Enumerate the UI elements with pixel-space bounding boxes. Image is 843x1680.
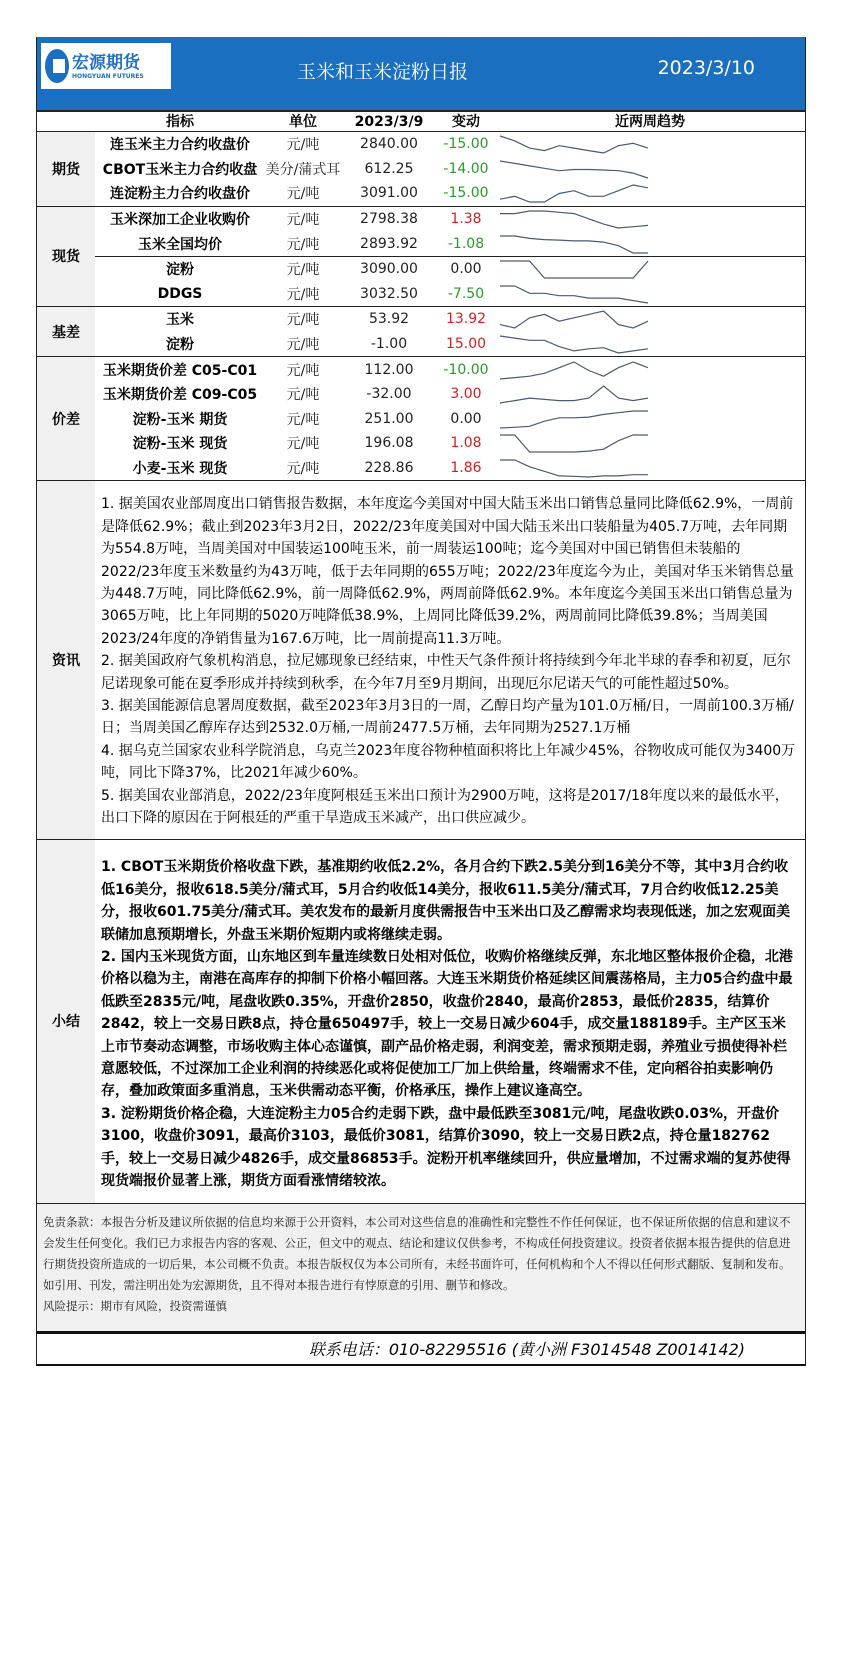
unit: 元/吨 — [286, 411, 320, 428]
trend-line — [500, 286, 648, 303]
change: 1.38 — [450, 211, 482, 228]
table-group — [37, 357, 805, 481]
change: 15.00 — [445, 336, 487, 353]
news-body — [95, 481, 805, 839]
trend-line — [500, 136, 648, 153]
value: 2893.92 — [360, 235, 418, 252]
news-paragraph: 4. 据乌克兰国家农业科学院消息，乌克兰2023年度谷物种植面积将比上年减少45%，谷物收成可能仅为3400万吨，同比下降37%，比2021年减少60%。 — [101, 742, 796, 782]
trend-line — [500, 211, 648, 228]
trend-sparkline — [495, 408, 805, 430]
table-row — [95, 282, 805, 307]
table-row — [95, 357, 805, 382]
trend-sparkline — [495, 258, 805, 280]
unit: 美分/蒲式耳 — [265, 161, 341, 178]
summary-section — [37, 840, 805, 1203]
table-group — [37, 132, 805, 207]
change: 0.00 — [450, 261, 482, 278]
indicator-name: 淀粉 — [166, 337, 194, 354]
trend-line — [500, 261, 648, 278]
unit: 元/吨 — [286, 212, 320, 229]
unit: 元/吨 — [286, 137, 320, 154]
trend-line — [500, 236, 648, 253]
trend-line — [500, 311, 648, 328]
change: 3.00 — [450, 386, 482, 403]
value: 112.00 — [364, 361, 414, 378]
value: 612.25 — [364, 160, 414, 177]
news-paragraph: 1. 据美国农业部周度出口销售报告数据，本年度迄今美国对中国大陆玉米出口销售总量同比降低62.9%，一周前是降低62.9%；截止到2023年3月2日，2022/23年度美国对中国大陆玉米出口装船量为405.7万吨，去年同期为554.8万吨，当周美国对中国装运100吨玉米，前一周装运100吨；迄今美国对中国已销售但未装船的2022/23年度玉米数量约为43万吨，低于去年同期的655万吨；2022/23年度迄今为止，美国对华玉米销售总量为448.7万吨，同比降低62.9%，前一周降低62.9%，两周前降低62.9%。本年度迄今美国玉米出口销售总量为3065万吨，比上年同期的5020万吨降低38.9%，上周同比降低39.2%，两周前同比降低39.8%；当周美国2023/24年度的净销售量为167.6万吨，比一周前提高11.3万吨。 — [101, 496, 794, 647]
value: 3090.00 — [360, 261, 418, 278]
unit: 元/吨 — [286, 186, 320, 203]
summary-body — [95, 840, 805, 1202]
trend-sparkline — [495, 233, 805, 255]
news-paragraph: 3. 据美国能源信息署周度数据，截至2023年3月3日的一周，乙醇日均产量为101.0万桶/日，一周前100.3万桶/日；当周美国乙醇库存达到2532.0万桶,一周前2477.5万桶，去年同期为2527.1万桶 — [101, 697, 794, 737]
trend-sparkline — [495, 182, 805, 204]
table-group — [37, 307, 805, 357]
value: 3091.00 — [360, 185, 418, 202]
trend-line — [500, 386, 648, 403]
value: 196.08 — [364, 435, 414, 452]
col-trend: 近两周趋势 — [615, 114, 685, 130]
news-section — [37, 481, 805, 840]
risk-notice: 风险提示：期市有风险，投资需谨慎 — [43, 1298, 227, 1313]
change: -15.00 — [443, 185, 489, 202]
unit: 元/吨 — [286, 262, 320, 279]
indicator-name: DDGS — [157, 285, 203, 302]
report-header — [37, 37, 805, 110]
unit: 元/吨 — [286, 387, 320, 404]
summary-paragraph: 3. 淀粉期货价格企稳，大连淀粉主力05合约走弱下跌，盘中最低跌至3081元/吨，尾盘收跌0.03%，开盘价3100，收盘价3091，最高价3103，最低价3081，结算价3090，较上一交易日跌2点，持仓量182762手，较上一交易日减少4826手，成交量86853手。淀粉开机率继续回升，供应量增加，不过需求端的复苏使得现货端报价显著上涨，期货方面看涨情绪较浓。 — [101, 1105, 791, 1190]
logo-name: 宏源期货 — [72, 52, 140, 73]
change: 1.86 — [450, 460, 482, 477]
change: 0.00 — [450, 410, 482, 427]
value: 2798.38 — [360, 211, 418, 228]
col-unit: 单位 — [289, 114, 317, 130]
indicator-name: 淀粉-玉米 现货 — [132, 436, 228, 453]
table-row — [95, 431, 805, 456]
report — [36, 37, 806, 1366]
trend-sparkline — [495, 158, 805, 180]
unit: 元/吨 — [286, 362, 320, 379]
data-table — [37, 132, 805, 481]
change: -10.00 — [443, 361, 489, 378]
indicator-name: 玉米期货价差 C05-C01 — [102, 362, 258, 379]
trend-line — [500, 435, 648, 452]
indicator-name: 玉米 — [166, 312, 194, 329]
change: -14.00 — [443, 160, 489, 177]
disclaimer — [37, 1204, 805, 1334]
table-header — [37, 110, 805, 132]
news-paragraph: 2. 据美国政府气象机构消息，拉尼娜现象已经结束，中性天气条件预计将持续到今年北半球的春季和初夏，厄尔尼诺现象可能在夏季形成并持续到秋季，在今年7月至9月期间，出现厄尔尼诺天气的可能性超过50%。 — [101, 653, 791, 692]
trend-sparkline — [495, 133, 805, 155]
indicator-name: 玉米期货价差 C09-C05 — [102, 387, 258, 404]
trend-sparkline — [495, 383, 805, 405]
trend-sparkline — [495, 359, 805, 381]
report-date: 2023/3/10 — [657, 57, 755, 79]
indicator-name: 淀粉-玉米 期货 — [132, 411, 228, 428]
change: -15.00 — [443, 136, 489, 153]
indicator-name: 玉米全国均价 — [138, 236, 222, 253]
value: 251.00 — [364, 410, 414, 427]
change: -1.08 — [447, 235, 485, 252]
table-group — [37, 207, 805, 307]
category-label: 现货 — [37, 207, 95, 306]
table-row — [95, 332, 805, 357]
summary-paragraph: 1. CBOT玉米期货价格收盘下跌，基准期约收低2.2%，各月合约下跌2.5美分到16美分不等，其中3月合约收低16美分，报收618.5美分/蒲式耳，5月合约收低14美分，报收611.5美分/蒲式耳，7月合约收低12.25美分，报收601.75美分/蒲式耳。美农发布的最新月度供需报告中玉米出口及乙醇需求均表现低迷，加之宏观面美联储加息预期增长，外盘玉米期价短期内或将继续走弱。 — [101, 859, 791, 943]
indicator-name: 连玉米主力合约收盘价 — [110, 137, 250, 154]
trend-sparkline — [495, 432, 805, 454]
news-label: 资讯 — [37, 481, 95, 839]
category-label: 基差 — [37, 307, 95, 356]
trend-line — [500, 460, 648, 477]
summary-paragraph: 2. 国内玉米现货方面，山东地区到车量连续数日处相对低位，收购价格继续反弹，东北地区整体报价企稳，北港价格以稳为主，南港在高库存的抑制下价格小幅回落。大连玉米期货价格延续区间震荡格局，主力05合约盘中最低跌至2835元/吨，尾盘收跌0.35%，开盘价2850，收盘价2840，最高价2853，最低价2835，结算价2842，较上一交易日跌8点，持仓量650497手，较上一交易日减少604手，成交量188189手。主产区玉米上市节奏动态调整，市场收购主体心态谨慎，副产品价格走弱，利润变差，需求预期走弱，养殖业亏损使得补栏意愿较低，不过深加工企业利润的持续恶化或将促使加工厂加上供给量，终端需求不佳，定向稻谷拍卖影响仍存，叠加政策面多重消息，玉米供需动态平衡，价格承压，操作上建议逢高空。 — [101, 949, 793, 1100]
table-row — [95, 456, 805, 481]
trend-line — [500, 185, 648, 202]
indicator-name: 淀粉 — [166, 262, 194, 279]
table-row — [95, 382, 805, 407]
trend-line — [500, 362, 648, 379]
indicator-name: 小麦-玉米 现货 — [132, 461, 228, 478]
col-change: 变动 — [452, 114, 480, 130]
category-label: 价差 — [37, 357, 95, 480]
unit: 元/吨 — [286, 461, 320, 478]
value: 2840.00 — [360, 136, 418, 153]
indicator-name: CBOT玉米主力合约收盘 — [102, 161, 258, 178]
trend-sparkline — [495, 457, 805, 479]
trend-line — [500, 336, 648, 353]
logo-english: HONGYUAN FUTURES — [72, 72, 144, 80]
unit: 元/吨 — [286, 236, 320, 253]
company-logo — [41, 43, 171, 89]
table-row — [95, 132, 805, 157]
table-row — [95, 257, 805, 282]
value: -1.00 — [370, 336, 408, 353]
indicator-name: 连淀粉主力合约收盘价 — [110, 186, 250, 203]
news-paragraph: 5. 据美国农业部消息，2022/23年度阿根廷玉米出口预计为2900万吨，这将是2017/18年度以来的最低水平，出口下降的原因在于阿根廷的严重干旱造成玉米减产，出口供应减少。 — [101, 787, 789, 826]
trend-sparkline — [495, 333, 805, 355]
col-date: 2023/3/9 — [354, 114, 424, 130]
value: 3032.50 — [360, 285, 418, 302]
value: 53.92 — [368, 311, 410, 328]
table-row — [95, 157, 805, 182]
unit: 元/吨 — [286, 436, 320, 453]
disclaimer-text: 免责条款：本报告分析及建议所依据的信息均来源于公开资料，本公司对这些信息的准确性和完整性不作任何保证，也不保证所依据的信息和建议不会发生任何变化。我们已力求报告内容的客观、公正，但文中的观点、结论和建议仅供参考，不构成任何投资建议。投资者依据本报告提供的信息进行期货投资所造成的一切后果，本公司概不负责。本报告版权仅为本公司所有，未经书面许可，任何机构和个人不得以任何形式翻版、复制和发布。如引用、刊发，需注明出处为宏源期货，且不得对本报告进行有悖原意的引用、删节和修改。 — [43, 1214, 791, 1292]
unit: 元/吨 — [286, 337, 320, 354]
table-row — [95, 207, 805, 232]
contact-info: 联系电话：010-82295516 (黄小洲 F3014548 Z0014142) — [37, 1334, 805, 1366]
table-row — [95, 231, 805, 256]
table-row — [95, 407, 805, 432]
table-row — [95, 181, 805, 206]
unit: 元/吨 — [286, 312, 320, 329]
table-row — [95, 307, 805, 332]
trend-line — [500, 411, 648, 428]
logo-icon — [45, 49, 69, 83]
value: -32.00 — [366, 386, 412, 403]
category-label: 期货 — [37, 132, 95, 206]
unit: 元/吨 — [286, 286, 320, 303]
change: 13.92 — [445, 311, 487, 328]
trend-sparkline — [495, 208, 805, 230]
trend-sparkline — [495, 283, 805, 305]
indicator-name: 玉米深加工企业收购价 — [110, 212, 250, 229]
trend-line — [500, 161, 648, 178]
report-title: 玉米和玉米淀粉日报 — [297, 61, 469, 83]
change: 1.08 — [450, 435, 482, 452]
change: -7.50 — [447, 285, 485, 302]
col-indicator: 指标 — [166, 114, 194, 130]
trend-sparkline — [495, 308, 805, 330]
summary-label: 小结 — [37, 840, 95, 1202]
value: 228.86 — [364, 460, 414, 477]
